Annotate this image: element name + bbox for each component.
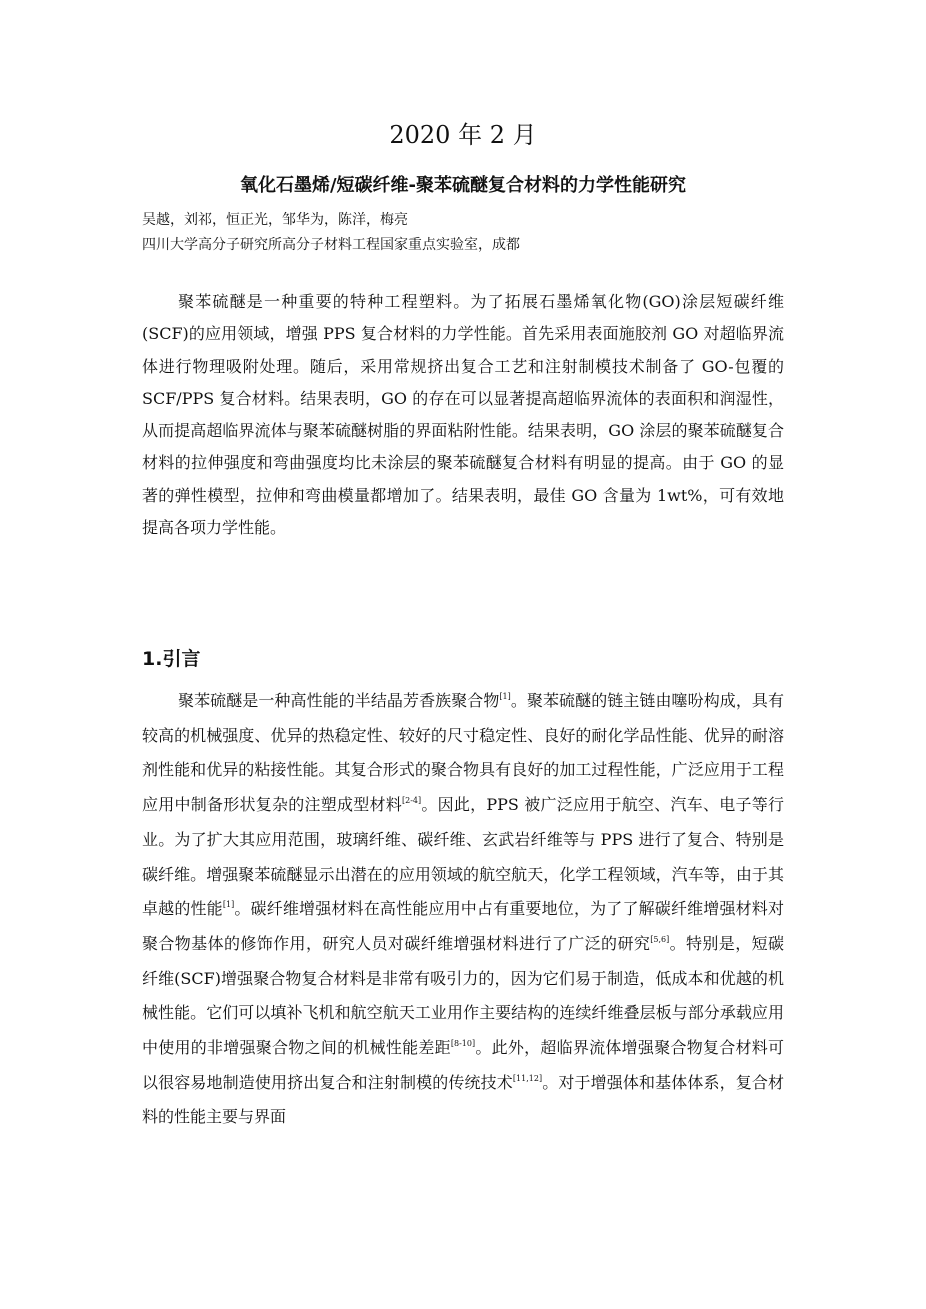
intro-text-segment: 。此外，超临界流体增强聚合物复合材料可以很容易地制造使用挤出复合和注射制模的传统技术 (142, 1038, 784, 1092)
section-heading-introduction: 1.引言 (142, 648, 201, 670)
publication-date: 2020 年 2 月 (389, 121, 537, 149)
citation-ref: [2-4] (402, 796, 422, 806)
abstract-paragraph: 聚苯硫醚是一种重要的特种工程塑料。为了拓展石墨烯氧化物(GO)涂层短碳纤维(SCF)的应用领域，增强 PPS 复合材料的力学性能。首先采用表面施胶剂 GO 对超临界流体进行物理吸附处理。随后，采用常规挤出复合工艺和注射制模技术制备了 GO-包覆的 SCF/PPS 复合材料。结果表明，GO 的存在可以显著提高超临界流体的表面积和润湿性，从而提高超临界流体与聚苯硫醚树脂的界面粘附性能。结果表明，GO 涂层的聚苯硫醚复合材料的拉伸强度和弯曲强度均比未涂层的聚苯硫醚复合材料有明显的提高。由于 GO 的显著的弹性模型，拉伸和弯曲模量都增加了。结果表明，最佳 GO 含量为 1wt%，可有效地提高各项力学性能。 (142, 292, 784, 538)
citation-ref: [1] (222, 900, 235, 910)
citation-ref: [1] (499, 692, 511, 701)
intro-text-segment: 。碳纤维增强材料在高性能应用中占有重要地位，为了了解碳纤维增强材料对聚合物基体的修饰作用，研究人员对碳纤维增强材料进行了广泛的研究 (142, 899, 784, 953)
author-list: 吴越，刘祁，恒正光，邹华为，陈洋，梅亮 (142, 212, 408, 228)
intro-text-segment: 。聚苯硫醚的链主链由噻吩构成，具有较高的机械强度、优异的热稳定性、较好的尺寸稳定性、良好的耐化学品性能、优异的耐溶剂性能和优异的粘接性能。其复合形式的聚合物具有良好的加工过程性能，广泛应用于工程应用中制备形状复杂的注塑成型材料 (142, 691, 784, 815)
intro-text-segment: 。特别是，短碳纤维(SCF)增强聚合物复合材料是非常有吸引力的，因为它们易于制造，低成本和优越的机械性能。它们可以填补飞机和航空航天工业用作主要结构的连续纤维叠层板与部分承载应用中使用的非增强聚合物之间的机械性能差距 (142, 933, 784, 1058)
intro-text-segment: 聚苯硫醚是一种高性能的半结晶芳香族聚合物 (178, 691, 500, 710)
citation-ref: [8-10] (450, 1039, 476, 1049)
introduction-paragraph (142, 684, 784, 1135)
citation-ref: [11,12] (512, 1073, 543, 1083)
citation-ref: [5,6] (650, 934, 670, 944)
paper-title: 氧化石墨烯/短碳纤维-聚苯硫醚复合材料的力学性能研究 (239, 175, 687, 196)
affiliation: 四川大学高分子研究所高分子材料工程国家重点实验室，成都 (142, 237, 520, 253)
intro-text-segment: 。对于增强体和基体体系，复合材料的性能主要与界面 (142, 1072, 784, 1127)
intro-text-segment: 。因此，PPS 被广泛应用于航空、汽车、电子等行业。为了扩大其应用范围，玻璃纤维、碳纤维、玄武岩纤维等与 PPS 进行了复合、特别是碳纤维。增强聚苯硫醚显示出潜在的应用领域的航空航天，化学工程领域，汽车等，由于其卓越的性能 (142, 795, 784, 919)
